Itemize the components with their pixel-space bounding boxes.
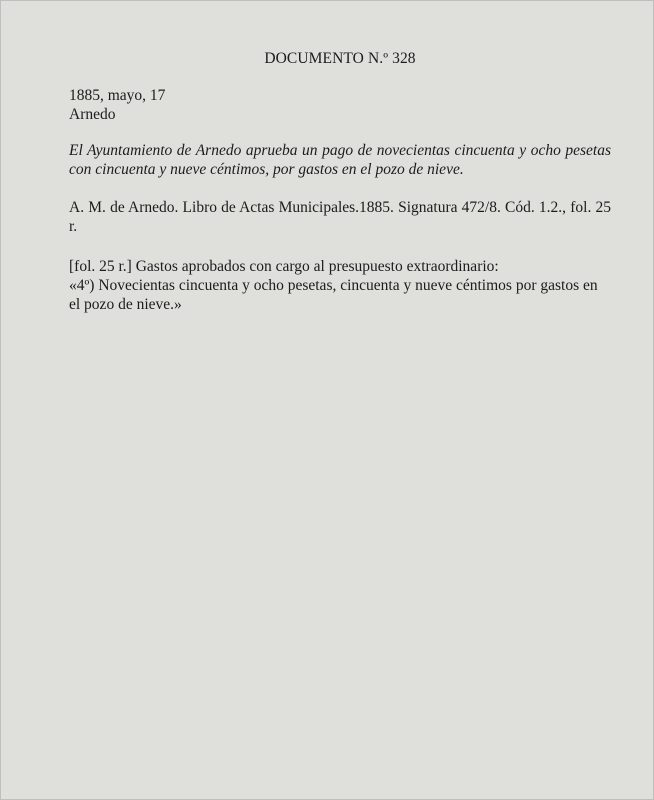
- document-content: [69, 49, 611, 314]
- document-abstract: El Ayuntamiento de Arnedo aprueba un pago de novecientas cincuenta y ocho pesetas con cincuenta y nueve céntimos, por gastos en el pozo de nieve.: [69, 142, 611, 178]
- document-meta: [69, 86, 611, 124]
- document-place: Arnedo: [69, 106, 116, 123]
- document-title: DOCUMENTO N.º 328: [264, 50, 416, 67]
- document-body: [69, 257, 611, 314]
- body-line-1: [fol. 25 r.] Gastos aprobados con cargo al presupuesto extraordinario:: [69, 258, 499, 275]
- document-date: 1885, mayo, 17: [69, 87, 166, 104]
- body-line-2: «4º) Novecientas cincuenta y ocho pesetas, cincuenta y nueve céntimos por gastos en el pozo de nieve.»: [69, 277, 598, 313]
- document-source: A. M. de Arnedo. Libro de Actas Municipales.1885. Signatura 472/8. Cód. 1.2., fol. 25 r.: [69, 199, 611, 235]
